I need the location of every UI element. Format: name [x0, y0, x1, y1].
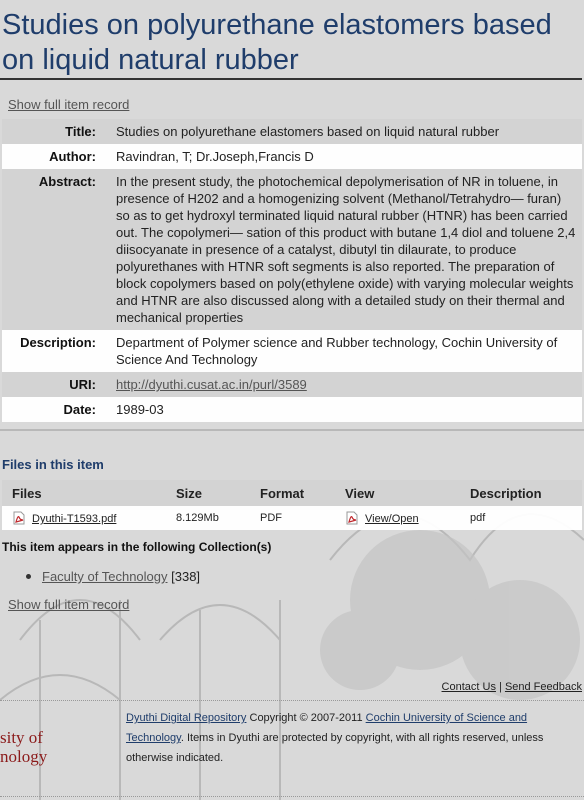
copyright-text: Copyright © 2007-2011: [246, 712, 366, 724]
file-format: PDF: [250, 506, 335, 530]
metadata-key: Date:: [63, 402, 96, 417]
pdf-icon: [345, 511, 359, 525]
pdf-icon: [12, 511, 26, 525]
footer-separator: |: [499, 681, 502, 693]
collections-list: [26, 569, 200, 584]
uri-link[interactable]: http://dyuthi.cusat.ac.in/purl/3589: [116, 377, 307, 392]
file-size: 8.129Mb: [166, 506, 250, 530]
list-item: [26, 569, 200, 584]
university-link[interactable]: Cochin University of Science and Technology: [126, 712, 528, 744]
metadata-key: Author:: [49, 149, 96, 164]
metadata-row-date: [2, 397, 582, 422]
files-table: [2, 480, 582, 530]
metadata-value: 1989-03: [116, 402, 164, 417]
files-heading: Files in this item: [2, 457, 104, 472]
metadata-key: URI:: [69, 377, 96, 392]
page-title: Studies on polyurethane elastomers based on liquid natural rubber: [2, 9, 552, 76]
table-row: [2, 506, 582, 530]
file-cell: [2, 506, 166, 530]
contact-us-link[interactable]: Contact Us: [441, 681, 496, 693]
metadata-value: In the present study, the photochemical depolymerisation of NR in toluene, in presence of H202 and a homogenizing solvent (Methanol/Tetrahydro— furan) so as to get hydroxyl terminated liquid natural rubber (HTNR) has been carried out. The copolymeri— sation of this product with butane 1,4 diol and toluene 2,4 diisocyanate in presence of a catalyst, dibutyl tin dilaurate, to produce polyurethanes with HTNR soft segments is also reported. The preparation of block copolymers based on poly(ethylene oxide) with varying molecular weights and HTNR are also discussed along with a detailed study on their thermal and mechanical properties: [116, 174, 576, 325]
logo-line-1: sity of: [0, 728, 43, 747]
repository-link[interactable]: Dyuthi Digital Repository: [126, 712, 247, 724]
footer-divider: [0, 700, 584, 701]
bottom-divider: [0, 796, 584, 797]
show-full-record-link-bottom[interactable]: Show full item record: [8, 597, 130, 612]
collection-count: [338]: [171, 569, 201, 584]
collection-link-faculty-of-technology[interactable]: Faculty of Technology: [42, 569, 168, 584]
metadata-value: Ravindran, T; Dr.Joseph,Francis D: [116, 149, 314, 164]
send-feedback-link[interactable]: Send Feedback: [504, 681, 582, 693]
column-header-view: View: [335, 480, 460, 506]
view-open-link[interactable]: View/Open: [365, 513, 419, 525]
metadata-key: Description:: [20, 335, 96, 350]
collections-heading: This item appears in the following Collection(s): [2, 540, 272, 554]
metadata-value: Department of Polymer science and Rubber technology, Cochin University of Science And Technology: [116, 335, 558, 367]
column-header-format: Format: [250, 480, 335, 506]
view-cell: [335, 506, 460, 530]
footer-links: [442, 681, 582, 693]
footer-copyright: [126, 708, 566, 768]
metadata-row-title: [2, 119, 582, 144]
metadata-key: Title:: [65, 124, 96, 139]
university-logo: [0, 728, 47, 766]
column-header-description: Description: [460, 480, 582, 506]
metadata-row-description: [2, 330, 582, 372]
show-full-record-link[interactable]: Show full item record: [8, 97, 130, 112]
rights-text: . Items in Dyuthi are protected by copyright, with all rights reserved, unless otherwise indicated.: [126, 732, 544, 764]
logo-line-2: nology: [0, 747, 48, 766]
column-header-files: Files: [2, 480, 166, 506]
file-download-link[interactable]: Dyuthi-T1593.pdf: [32, 513, 117, 525]
files-header-row: [2, 480, 582, 506]
metadata-row-author: [2, 144, 582, 169]
metadata-value: Studies on polyurethane elastomers based on liquid natural rubber: [116, 124, 500, 139]
file-description: pdf: [460, 506, 582, 530]
title-divider: [0, 78, 582, 80]
metadata-key: Abstract:: [38, 174, 96, 189]
metadata-row-uri: [2, 372, 582, 397]
metadata-row-abstract: [2, 169, 582, 330]
metadata-table: [2, 119, 582, 422]
column-header-size: Size: [166, 480, 250, 506]
